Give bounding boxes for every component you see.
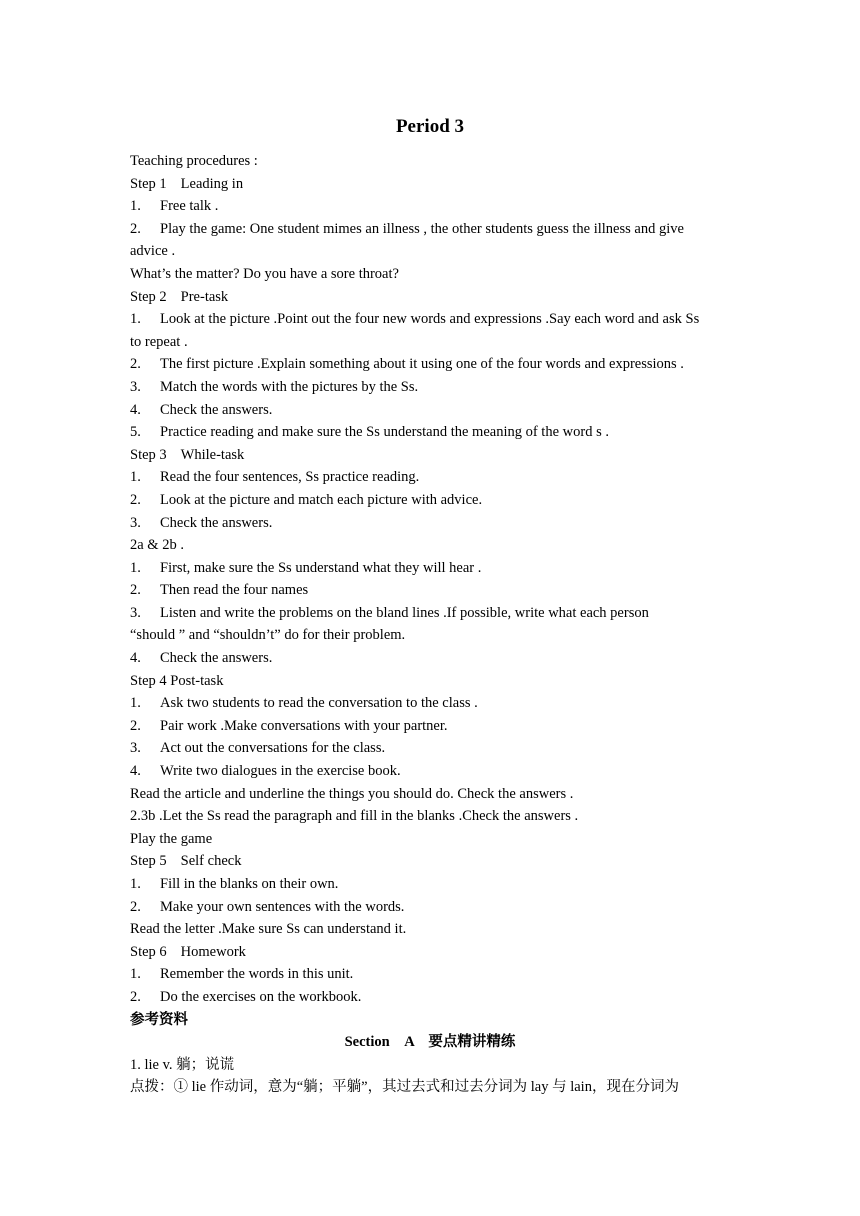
document-page <box>130 110 730 1099</box>
list-item-number: 3. <box>130 514 141 531</box>
list-item-number: 1. <box>130 559 141 576</box>
step-name: Leading in <box>180 175 244 192</box>
document-body <box>130 150 730 1099</box>
list-item <box>130 218 730 241</box>
step-heading <box>130 286 730 309</box>
text-line: 点拨：① lie 作动词，意为“躺；平躺”，其过去式和过去分词为 lay 与 lain，现在分词为 <box>130 1079 679 1096</box>
list-item-text: Pair work .Make conversations with your partner. <box>160 717 448 734</box>
list-item <box>130 602 730 625</box>
list-item-text: Then read the four names <box>160 582 309 599</box>
text-line: 1. lie v. 躺；说谎 <box>130 1056 235 1073</box>
list-item-text: Look at the picture .Point out the four new words and expressions .Say each word and ask Ss <box>160 311 700 328</box>
list-item-text: Listen and write the problems on the bland lines .If possible, write what each person <box>160 604 649 621</box>
list-item-number: 2. <box>130 356 141 373</box>
list-item <box>130 376 730 399</box>
list-item-text: The first picture .Explain something about it using one of the four words and expressions . <box>160 356 684 373</box>
list-item-text: Check the answers. <box>160 514 273 531</box>
list-item-number: 5. <box>130 424 141 441</box>
list-item-continuation: advice . <box>130 243 176 260</box>
list-item <box>130 353 730 376</box>
list-item <box>130 647 730 670</box>
list-item-number: 1. <box>130 469 141 486</box>
step-label: Step 2 <box>130 288 167 305</box>
list-item-number: 4. <box>130 401 141 418</box>
list-item-text: Remember the words in this unit. <box>160 966 354 983</box>
list-item <box>130 579 730 602</box>
list-item-number: 2. <box>130 988 141 1005</box>
list-item-continuation: to repeat . <box>130 333 188 350</box>
list-item-text: Check the answers. <box>160 650 273 667</box>
list-item-text: Ask two students to read the conversation to the class . <box>160 695 478 712</box>
list-item <box>130 715 730 738</box>
list-item-number: 3. <box>130 378 141 395</box>
list-item <box>130 195 730 218</box>
step-heading <box>130 444 730 467</box>
list-item <box>130 399 730 422</box>
list-item-number: 2. <box>130 491 141 508</box>
list-item-text: Do the exercises on the workbook. <box>160 988 362 1005</box>
step-heading <box>130 173 730 196</box>
text-line: Read the letter .Make sure Ss can understand it. <box>130 921 407 938</box>
text-line: Read the article and underline the things you should do. Check the answers . <box>130 785 574 802</box>
step-name: Homework <box>180 943 246 960</box>
list-item-text: Match the words with the pictures by the Ss. <box>160 378 419 395</box>
step-label: Step 6 <box>130 943 167 960</box>
list-item-number: 1. <box>130 695 141 712</box>
list-item-text: Practice reading and make sure the Ss understand the meaning of the word s . <box>160 424 609 441</box>
list-item-text: Free talk . <box>160 198 219 215</box>
list-item <box>130 557 730 580</box>
list-item-continuation: “should ” and “shouldn’t” do for their problem. <box>130 627 406 644</box>
list-item <box>130 421 730 444</box>
list-item-text: Write two dialogues in the exercise book. <box>160 763 401 780</box>
step-label: Step 3 <box>130 446 167 463</box>
list-item <box>130 737 730 760</box>
text-line: What’s the matter? Do you have a sore throat? <box>130 265 399 282</box>
list-item-number: 4. <box>130 763 141 780</box>
list-item-text: Play the game: One student mimes an illness , the other students guess the illness and give <box>160 220 684 237</box>
list-item-text: First, make sure the Ss understand what they will hear . <box>160 559 482 576</box>
step-label: Step 5 <box>130 853 167 870</box>
list-item <box>130 466 730 489</box>
page-title: Period 3 <box>395 116 465 137</box>
list-item-text: Act out the conversations for the class. <box>160 740 386 757</box>
text-line: 2a & 2b . <box>130 537 184 554</box>
text-line: Play the game <box>130 830 213 847</box>
list-item <box>130 489 730 512</box>
list-item-text: Read the four sentences, Ss practice reading. <box>160 469 420 486</box>
section-heading: Section A 要点精讲精练 <box>344 1034 516 1051</box>
step-heading <box>130 941 730 964</box>
list-item <box>130 986 730 1009</box>
list-item <box>130 873 730 896</box>
list-item <box>130 896 730 919</box>
list-item-number: 2. <box>130 220 141 237</box>
list-item <box>130 512 730 535</box>
list-item-number: 1. <box>130 876 141 892</box>
list-item-number: 3. <box>130 740 141 757</box>
text-line: Step 4 Post-task <box>130 672 224 689</box>
list-item-text: Make your own sentences with the words. <box>160 898 405 915</box>
list-item <box>130 308 730 331</box>
list-item <box>130 692 730 715</box>
list-item-number: 1. <box>130 311 141 328</box>
list-item-number: 1. <box>130 966 141 983</box>
list-item-text: Check the answers. <box>160 401 273 418</box>
text-line: Teaching procedures : <box>130 153 258 169</box>
list-item-number: 2. <box>130 717 141 734</box>
step-name: Self check <box>180 853 242 870</box>
list-item-number: 2. <box>130 582 141 599</box>
list-item-text: Fill in the blanks on their own. <box>160 876 339 892</box>
text-line: 2.3b .Let the Ss read the paragraph and fill in the blanks .Check the answers . <box>130 808 579 825</box>
step-heading <box>130 850 730 873</box>
reference-heading: 参考资料 <box>130 1011 188 1028</box>
step-name: While-task <box>180 446 245 463</box>
list-item-text: Look at the picture and match each picture with advice. <box>160 491 483 508</box>
step-label: Step 1 <box>130 175 167 192</box>
list-item-number: 3. <box>130 604 141 621</box>
list-item-number: 1. <box>130 198 141 215</box>
list-item <box>130 963 730 986</box>
list-item-number: 4. <box>130 650 141 667</box>
list-item-number: 2. <box>130 898 141 915</box>
list-item <box>130 760 730 783</box>
step-name: Pre-task <box>180 288 229 305</box>
